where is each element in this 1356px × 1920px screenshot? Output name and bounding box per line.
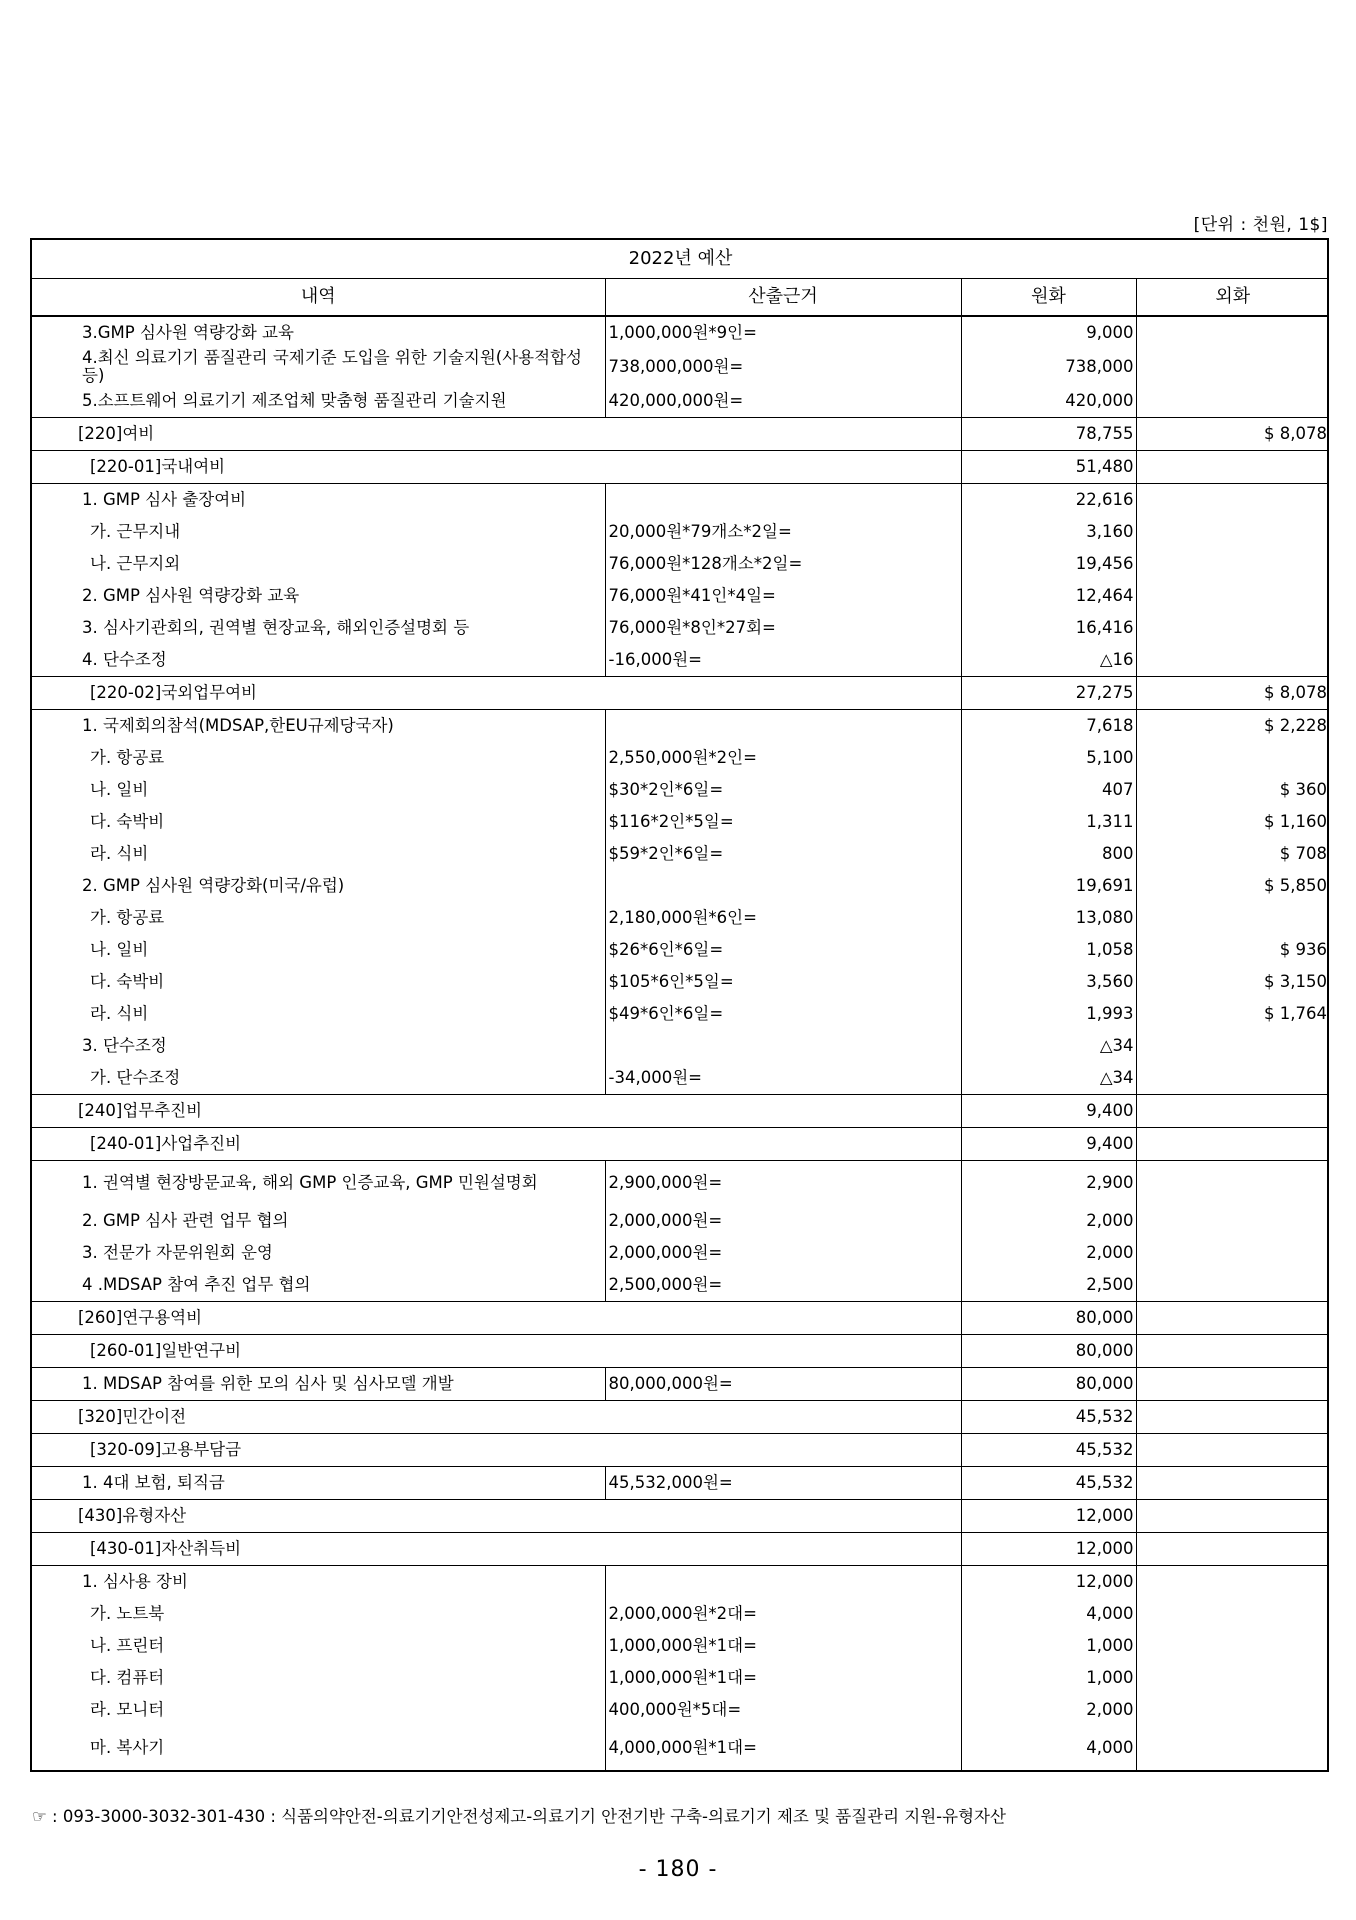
row-krw: 51,480 [961,451,1136,484]
row-krw: 9,400 [961,1095,1136,1128]
table-row [32,1335,1329,1368]
table-row [32,870,1329,902]
header-fx: 외화 [1136,279,1329,317]
row-basis: 400,000원*5대= [605,1694,961,1726]
table-row [32,677,1329,710]
row-item: 4. 단수조정 [82,650,167,669]
table-row [32,516,1329,548]
row-krw: △34 [961,1062,1136,1095]
row-item: [430-01]자산취득비 [32,1533,961,1566]
row-item: 2. GMP 심사원 역량강화(미국/유럽) [82,876,345,895]
row-krw: 4,000 [961,1598,1136,1630]
table-row [32,484,1329,517]
row-item: 3. 심사기관회의, 권역별 현장교육, 해외인증설명회 등 [82,618,470,637]
row-fx: $ 2,228 [1136,710,1329,743]
row-basis: 1,000,000원*1대= [605,1630,961,1662]
row-fx [1136,349,1329,385]
row-item: [220]여비 [32,418,961,451]
row-krw: 27,275 [961,677,1136,710]
table-row [32,998,1329,1030]
row-krw: 2,000 [961,1205,1136,1237]
row-basis: $59*2인*6일= [605,838,961,870]
row-krw: 2,000 [961,1237,1136,1269]
table-row [32,1566,1329,1599]
row-krw: 2,000 [961,1694,1136,1726]
row-item: 3.GMP 심사원 역량강화 교육 [82,323,294,342]
row-krw: 1,993 [961,998,1136,1030]
row-krw: 3,160 [961,516,1136,548]
row-krw: 7,618 [961,710,1136,743]
row-basis: 80,000,000원= [605,1368,961,1401]
row-item: 1. 국제회의참석(MDSAP,한EU규제당국자) [32,710,605,743]
table-row [32,1368,1329,1401]
row-krw: △16 [961,644,1136,677]
header-krw: 원화 [961,279,1136,317]
table-row [32,806,1329,838]
table-row [32,1500,1329,1533]
row-krw: 1,000 [961,1662,1136,1694]
row-basis: 738,000,000원= [605,349,961,385]
row-basis: $49*6인*6일= [605,998,961,1030]
row-item: 4.최신 의료기기 품질관리 국제기준 도입을 위한 기술지원(사용적합성등) [82,348,582,385]
row-basis: 1,000,000원*9인= [605,316,961,349]
row-fx [1136,1062,1329,1095]
row-krw: 5,100 [961,742,1136,774]
row-item: 다. 숙박비 [90,812,165,831]
row-fx: $ 708 [1136,838,1329,870]
table-row [32,902,1329,934]
table-row [32,644,1329,677]
table-row [32,1662,1329,1694]
row-fx [1136,1302,1329,1335]
row-basis [605,1030,961,1062]
table-row [32,774,1329,806]
row-basis [605,710,961,743]
row-item: 2. GMP 심사 관련 업무 협의 [82,1211,289,1230]
row-krw: 19,691 [961,870,1136,902]
table-row [32,548,1329,580]
row-fx [1136,1630,1329,1662]
row-fx [1136,1128,1329,1161]
row-basis: 2,550,000원*2인= [605,742,961,774]
row-fx [1136,316,1329,349]
row-basis: 4,000,000원*1대= [605,1726,961,1770]
row-krw: 45,532 [961,1434,1136,1467]
row-item: 가. 항공료 [90,748,165,767]
row-basis: $26*6인*6일= [605,934,961,966]
table-row [32,1434,1329,1467]
row-fx [1136,1161,1329,1206]
row-krw: 738,000 [961,349,1136,385]
row-krw: 12,000 [961,1500,1136,1533]
table-row [32,710,1329,743]
row-item: 4 .MDSAP 참여 추진 업무 협의 [82,1275,311,1294]
row-krw: 78,755 [961,418,1136,451]
row-basis: 2,000,000원*2대= [605,1598,961,1630]
row-item: 다. 컴퓨터 [90,1668,165,1687]
row-item: 1. MDSAP 참여를 위한 모의 심사 및 심사모델 개발 [32,1368,605,1401]
row-basis: $116*2인*5일= [605,806,961,838]
table-row [32,316,1329,349]
page-number: - 180 - [638,1857,718,1882]
table-row [32,385,1329,418]
table-row [32,1630,1329,1662]
row-fx [1136,1500,1329,1533]
row-item: 1. 심사용 장비 [32,1566,605,1599]
row-basis: 76,000원*8인*27회= [605,612,961,644]
row-krw: 9,000 [961,316,1136,349]
row-fx [1136,1662,1329,1694]
row-basis: $30*2인*6일= [605,774,961,806]
row-fx [1136,1566,1329,1599]
row-fx [1136,1095,1329,1128]
row-basis: 45,532,000원= [605,1467,961,1500]
table-row [32,934,1329,966]
row-krw: 45,532 [961,1401,1136,1434]
row-fx [1136,1726,1329,1770]
table-row [32,1726,1329,1770]
row-item: 라. 식비 [90,1004,149,1023]
row-fx [1136,742,1329,774]
row-item: 가. 단수조정 [90,1068,181,1087]
row-fx [1136,902,1329,934]
table-row [32,1401,1329,1434]
table-caption: 2022년 예산 [32,240,1329,279]
row-item: [260-01]일반연구비 [32,1335,961,1368]
row-fx [1136,548,1329,580]
table-row [32,1598,1329,1630]
row-fx [1136,1237,1329,1269]
row-fx [1136,1205,1329,1237]
table-row [32,1237,1329,1269]
row-fx [1136,1694,1329,1726]
row-krw: 12,000 [961,1566,1136,1599]
table-row [32,451,1329,484]
row-krw: 407 [961,774,1136,806]
row-fx [1136,385,1329,418]
row-item: 3. 전문가 자문위원회 운영 [82,1243,273,1262]
budget-table [30,238,1329,1772]
row-item: [320]민간이전 [32,1401,961,1434]
row-item: 마. 복사기 [90,1738,165,1757]
row-fx [1136,1467,1329,1500]
row-item: [240-01]사업추진비 [32,1128,961,1161]
table-row [32,1694,1329,1726]
table-row [32,966,1329,998]
row-fx [1136,1269,1329,1302]
row-krw: 19,456 [961,548,1136,580]
row-fx [1136,612,1329,644]
row-fx [1136,1598,1329,1630]
row-fx [1136,1434,1329,1467]
row-basis [605,1566,961,1599]
row-basis: 2,500,000원= [605,1269,961,1302]
row-basis: 20,000원*79개소*2일= [605,516,961,548]
table-row [32,418,1329,451]
row-fx: $ 3,150 [1136,966,1329,998]
row-basis: $105*6인*5일= [605,966,961,998]
table-row [32,612,1329,644]
row-krw: 80,000 [961,1302,1136,1335]
table-row [32,1128,1329,1161]
row-krw: 12,464 [961,580,1136,612]
row-item: 1. 권역별 현장방문교육, 해외 GMP 인증교육, GMP 민원설명회 [32,1161,605,1206]
budget-code-footnote: ☞ : 093-3000-3032-301-430 : 식품의약안전-의료기기안전성제고-의료기기 안전기반 구축-의료기기 제조 및 품질관리 지원-유형자산 [32,1807,1006,1826]
table-body [32,316,1329,1770]
row-basis: 2,000,000원= [605,1237,961,1269]
row-krw: 80,000 [961,1368,1136,1401]
row-krw: 800 [961,838,1136,870]
row-basis [605,870,961,902]
row-fx: $ 8,078 [1136,418,1329,451]
row-item: 가. 노트북 [90,1604,165,1623]
row-krw: 2,900 [961,1161,1136,1206]
row-item: [220-01]국내여비 [32,451,961,484]
row-item: [240]업무추진비 [32,1095,961,1128]
table-row [32,1095,1329,1128]
row-item: [320-09]고용부담금 [32,1434,961,1467]
row-fx [1136,484,1329,517]
row-basis: 2,900,000원= [605,1161,961,1206]
row-item: 가. 항공료 [90,908,165,927]
row-fx [1136,580,1329,612]
row-krw: 1,000 [961,1630,1136,1662]
row-krw: 22,616 [961,484,1136,517]
row-basis [605,484,961,517]
row-item: 2. GMP 심사원 역량강화 교육 [82,586,300,605]
row-krw: 13,080 [961,902,1136,934]
row-fx [1136,1030,1329,1062]
row-item: 1. GMP 심사 출장여비 [32,484,605,517]
row-item: 1. 4대 보험, 퇴직금 [32,1467,605,1500]
row-fx [1136,516,1329,548]
row-item: 나. 일비 [90,940,149,959]
row-basis: 420,000,000원= [605,385,961,418]
row-basis: 2,180,000원*6인= [605,902,961,934]
row-krw: 420,000 [961,385,1136,418]
table-row [32,742,1329,774]
table-row [32,1467,1329,1500]
row-fx: $ 1,764 [1136,998,1329,1030]
table-row [32,1533,1329,1566]
row-krw: 12,000 [961,1533,1136,1566]
row-fx: $ 360 [1136,774,1329,806]
row-item: [260]연구용역비 [32,1302,961,1335]
row-krw: 45,532 [961,1467,1136,1500]
row-krw: 3,560 [961,966,1136,998]
row-fx [1136,1533,1329,1566]
row-fx: $ 936 [1136,934,1329,966]
row-krw: 9,400 [961,1128,1136,1161]
row-fx: $ 1,160 [1136,806,1329,838]
header-basis: 산출근거 [605,279,961,317]
table-row [32,1302,1329,1335]
row-krw: 16,416 [961,612,1136,644]
table-row [32,1161,1329,1206]
row-item: 나. 프린터 [90,1636,165,1655]
row-item: 나. 일비 [90,780,149,799]
row-fx [1136,644,1329,677]
table-row [32,1205,1329,1237]
row-item: 가. 근무지내 [90,522,181,541]
row-basis: 1,000,000원*1대= [605,1662,961,1694]
row-item: 라. 식비 [90,844,149,863]
table-row [32,838,1329,870]
row-item: [430]유형자산 [32,1500,961,1533]
row-krw: 80,000 [961,1335,1136,1368]
table-row [32,349,1329,385]
row-item: 5.소프트웨어 의료기기 제조업체 맞춤형 품질관리 기술지원 [82,391,507,410]
row-fx [1136,1368,1329,1401]
row-basis: 76,000원*41인*4일= [605,580,961,612]
row-krw: 1,058 [961,934,1136,966]
header-item: 내역 [32,279,605,317]
table-row [32,580,1329,612]
row-krw: 1,311 [961,806,1136,838]
row-krw: 2,500 [961,1269,1136,1302]
table-row [32,1030,1329,1062]
row-krw: △34 [961,1030,1136,1062]
unit-note: [단위 : 천원, 1$] [1193,215,1328,235]
row-fx [1136,451,1329,484]
row-fx: $ 5,850 [1136,870,1329,902]
row-fx: $ 8,078 [1136,677,1329,710]
table-row [32,1062,1329,1095]
row-item: [220-02]국외업무여비 [32,677,961,710]
row-krw: 4,000 [961,1726,1136,1770]
row-item: 나. 근무지외 [90,554,181,573]
row-basis: 2,000,000원= [605,1205,961,1237]
row-fx [1136,1335,1329,1368]
row-basis: -34,000원= [605,1062,961,1095]
row-fx [1136,1401,1329,1434]
row-item: 3. 단수조정 [82,1036,167,1055]
row-basis: -16,000원= [605,644,961,677]
row-basis: 76,000원*128개소*2일= [605,548,961,580]
row-item: 다. 숙박비 [90,972,165,991]
table-row [32,1269,1329,1302]
row-item: 라. 모니터 [90,1700,165,1719]
